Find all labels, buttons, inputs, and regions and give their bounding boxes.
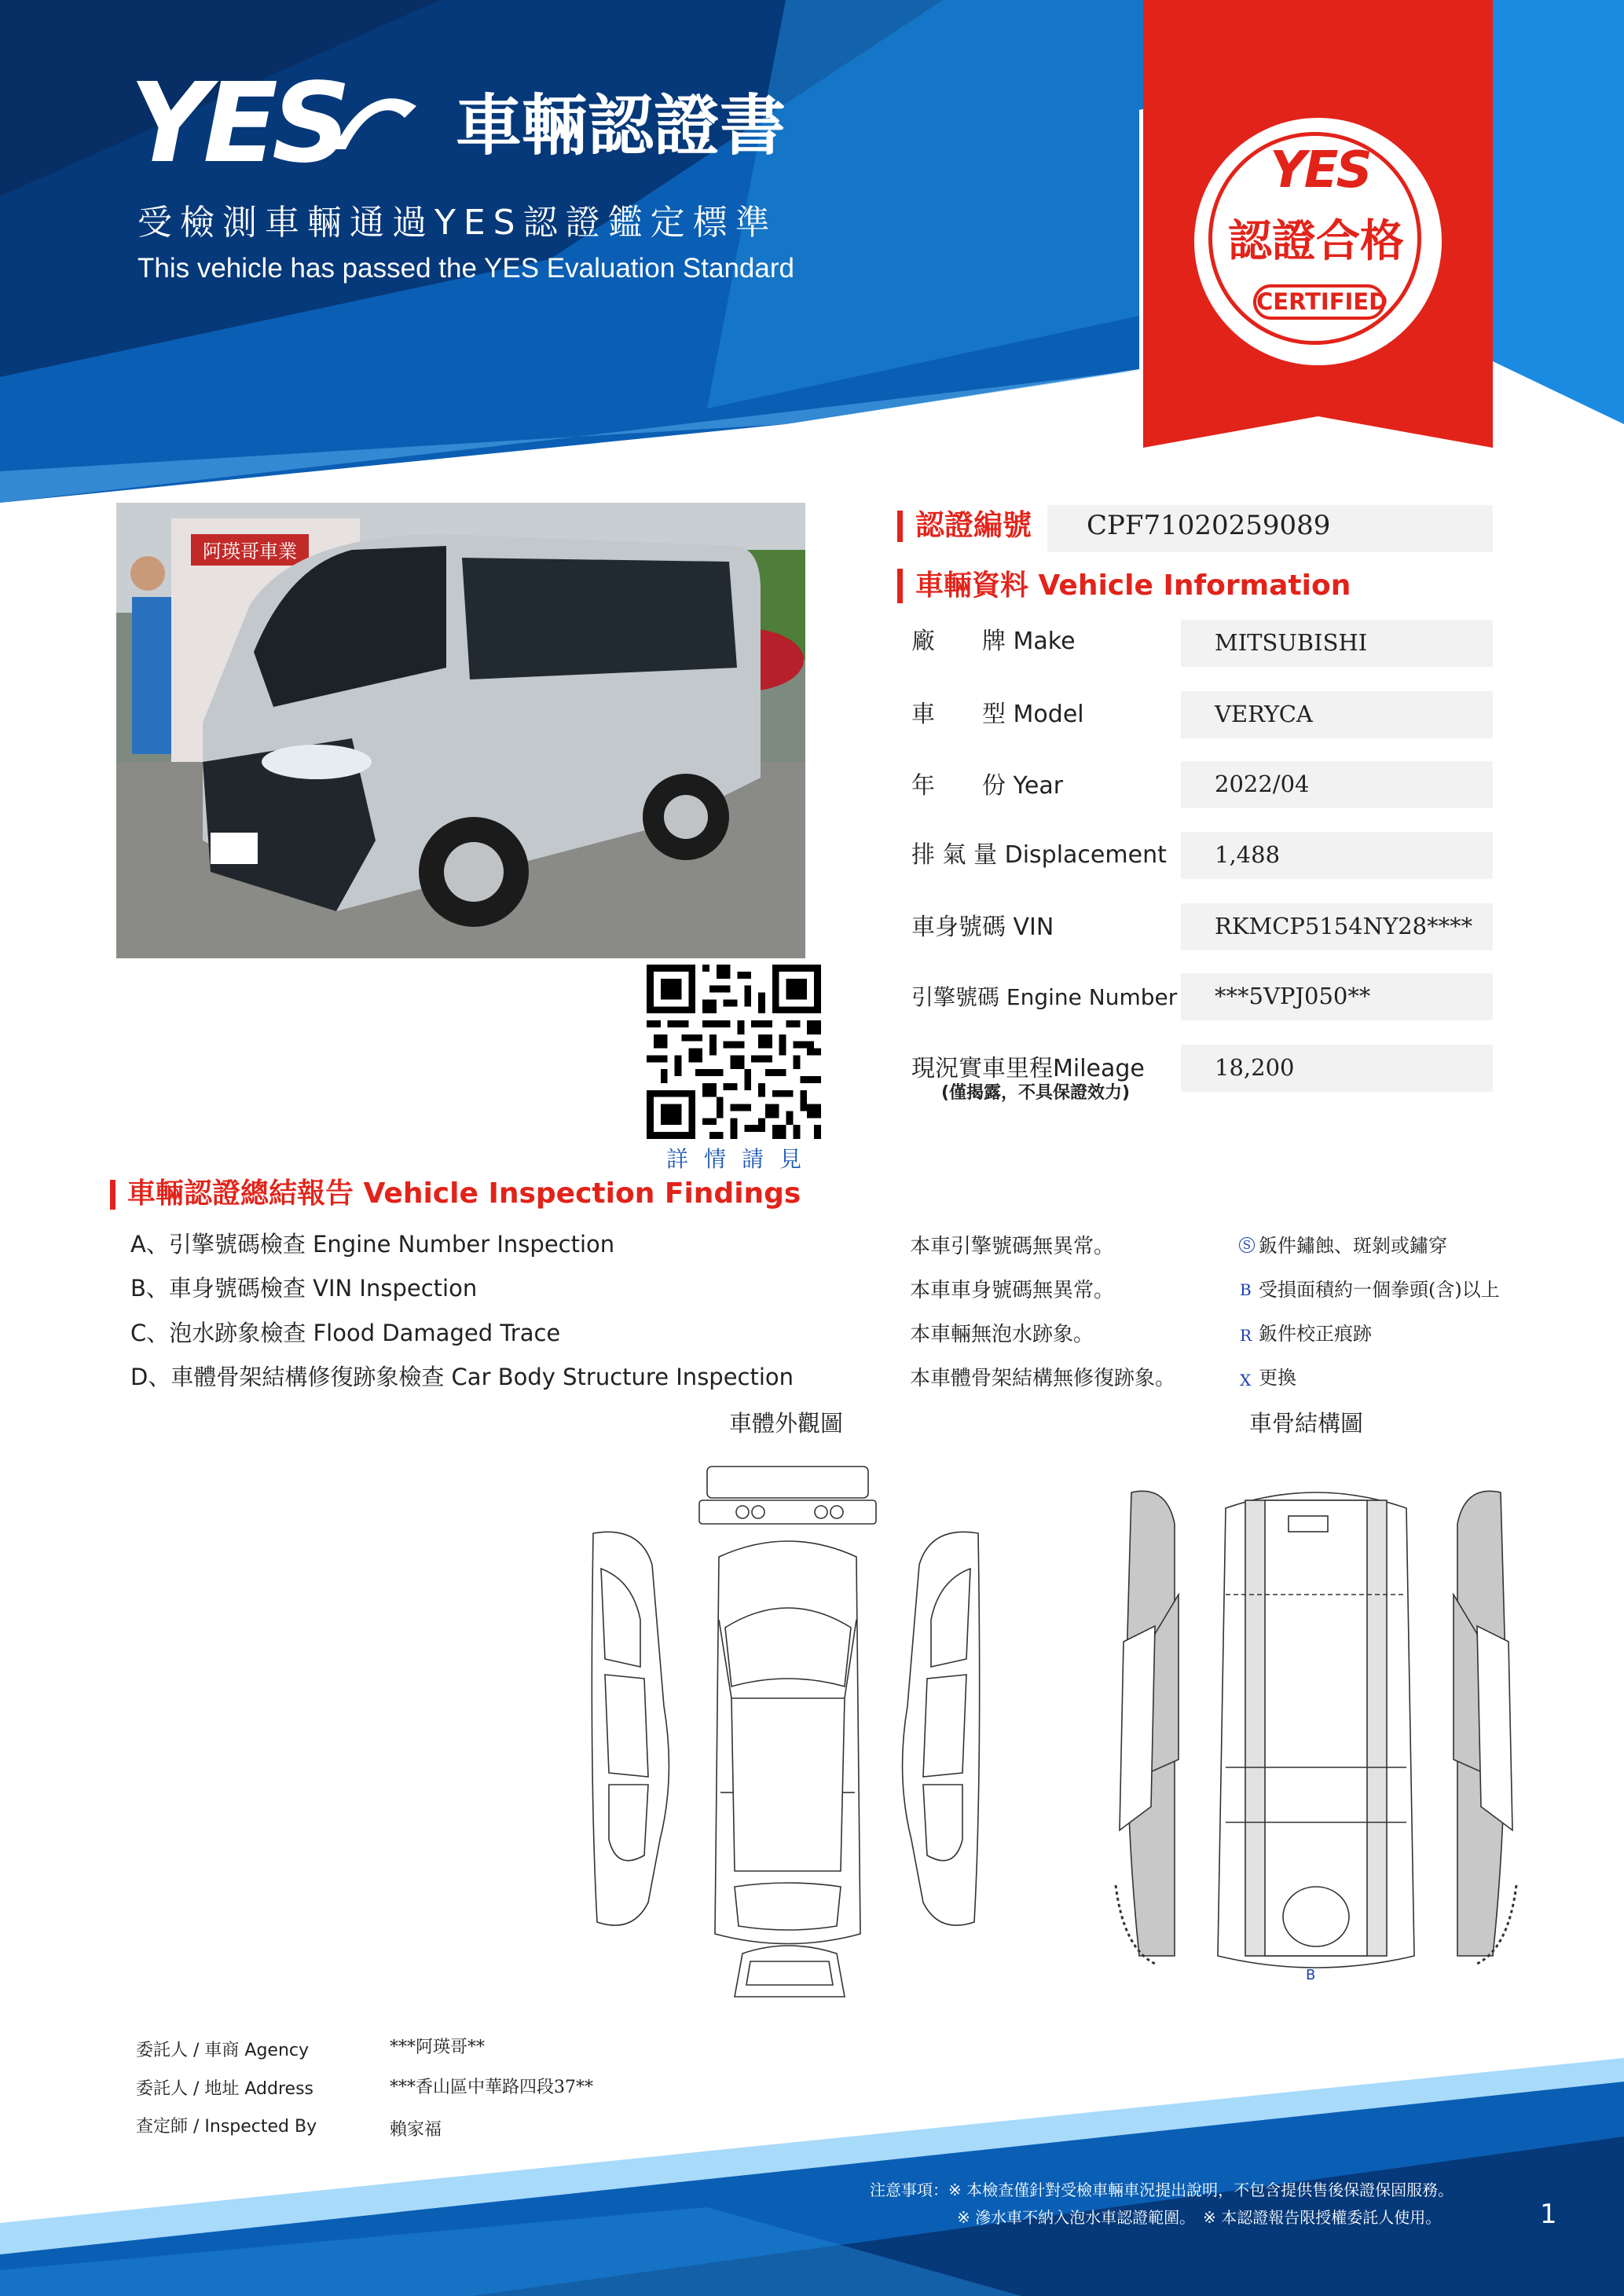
- page-number: 1: [1540, 2199, 1557, 2230]
- address-label: 委託人 / 地址 Address: [136, 2079, 314, 2099]
- finding-vin-result: 本車車身號碼無異常。: [910, 1279, 1115, 1302]
- structure-diagram-title: 車骨結構圖: [1249, 1410, 1364, 1437]
- yes-logo: YES: [130, 60, 345, 188]
- agency-value: ***阿瑛哥**: [390, 2038, 486, 2057]
- structure-diagram: [1108, 1477, 1524, 1987]
- displacement-label: 排 氣 量 Displacement: [911, 841, 1167, 869]
- section-marker: [897, 511, 903, 542]
- exterior-diagram: [585, 1463, 986, 2005]
- seal-certified-text: CERTIFIED: [1253, 284, 1385, 320]
- footer-background: [0, 2042, 1624, 2296]
- section-marker: [110, 1180, 115, 1210]
- legend-text-r: 鈑件校正痕跡: [1259, 1323, 1372, 1345]
- legend-symbol-x: X: [1240, 1371, 1252, 1390]
- mileage-label: 現況實車里程Mileage: [911, 1055, 1145, 1082]
- footer-note-1: 注意事項：※ 本檢查僅針對受檢車輛車況提出說明，不包含提供售後保證保固服務。: [870, 2181, 1454, 2199]
- qr-code-icon[interactable]: [647, 965, 821, 1139]
- address-value: ***香山區中華路四段37**: [390, 2078, 593, 2097]
- vin-value: RKMCP5154NY28****: [1215, 913, 1473, 939]
- model-label: 車 型 Model: [911, 701, 1084, 728]
- finding-vin-label: B、車身號碼檢查 VIN Inspection: [130, 1275, 478, 1302]
- vehicle-photo: [116, 503, 805, 958]
- legend-text-b: 受損面積約一個拳頭(含)以上: [1259, 1279, 1500, 1301]
- legend-text-x: 更換: [1259, 1367, 1296, 1389]
- finding-engine-result: 本車引擎號碼無異常。: [910, 1235, 1115, 1258]
- vehicle-info-title: 車輛資料 Vehicle Information: [915, 569, 1351, 602]
- findings-title: 車輛認證總結報告 Vehicle Inspection Findings: [127, 1177, 801, 1210]
- seal-logo: YES: [1270, 141, 1370, 200]
- engine-number-value: ***5VPJ050**: [1215, 983, 1371, 1009]
- inspector-label: 查定師 / Inspected By: [136, 2117, 317, 2137]
- subtitle-english: This vehicle has passed the YES Evaluation Standard: [137, 253, 794, 284]
- finding-structure-label: D、車體骨架結構修復跡象檢查 Car Body Structure Inspection: [130, 1364, 794, 1390]
- finding-flood-label: C、泡水跡象檢查 Flood Damaged Trace: [130, 1320, 561, 1346]
- document-title: 車輛認證書: [456, 87, 786, 164]
- legend-text-s: 鈑件鏽蝕、斑剝或鏽穿: [1259, 1235, 1447, 1257]
- displacement-value: 1,488: [1215, 841, 1281, 868]
- finding-structure-result: 本車體骨架結構無修復跡象。: [910, 1367, 1176, 1390]
- legend-symbol-b: B: [1240, 1280, 1252, 1299]
- exterior-diagram-title: 車體外觀圖: [729, 1410, 844, 1437]
- footer-note-2: ※ 滲水車不納入泡水車認證範圍。 ※ 本認證報告限授權委託人使用。: [957, 2208, 1442, 2227]
- finding-flood-result: 本車輛無泡水跡象。: [910, 1323, 1094, 1346]
- structure-mark-b: B: [1306, 1967, 1316, 1983]
- engine-number-label: 引擎號碼 Engine Number: [911, 984, 1178, 1010]
- make-label: 廠 牌 Make: [911, 628, 1076, 655]
- agency-label: 委託人 / 車商 Agency: [136, 2041, 310, 2060]
- subtitle-chinese: 受檢測車輛通過YES認證鑑定標準: [137, 203, 778, 243]
- svg-text:阿瑛哥車業: 阿瑛哥車業: [203, 540, 297, 562]
- mileage-value: 18,200: [1215, 1054, 1295, 1081]
- year-value: 2022/04: [1215, 771, 1310, 797]
- section-marker: [897, 569, 903, 603]
- certificate-number-label: 認證編號: [915, 508, 1032, 542]
- seal-main-text: 認證合格: [1228, 216, 1404, 267]
- legend-symbol-s: S: [1239, 1237, 1255, 1253]
- legend-symbol-r: R: [1240, 1326, 1252, 1345]
- certificate-number-value: CPF71020259089: [1087, 510, 1331, 541]
- year-label: 年 份 Year: [911, 772, 1064, 800]
- qr-caption: 詳情請見: [666, 1146, 818, 1172]
- vin-label: 車身號碼 VIN: [911, 914, 1054, 941]
- car-swoosh-icon: [330, 75, 424, 161]
- make-value: MITSUBISHI: [1215, 629, 1368, 656]
- mileage-disclaimer: (僅揭露，不具保證效力): [941, 1083, 1131, 1103]
- finding-engine-label: A、引擎號碼檢查 Engine Number Inspection: [130, 1231, 615, 1258]
- inspector-value: 賴家福: [390, 2120, 442, 2140]
- model-value: VERYCA: [1215, 701, 1313, 727]
